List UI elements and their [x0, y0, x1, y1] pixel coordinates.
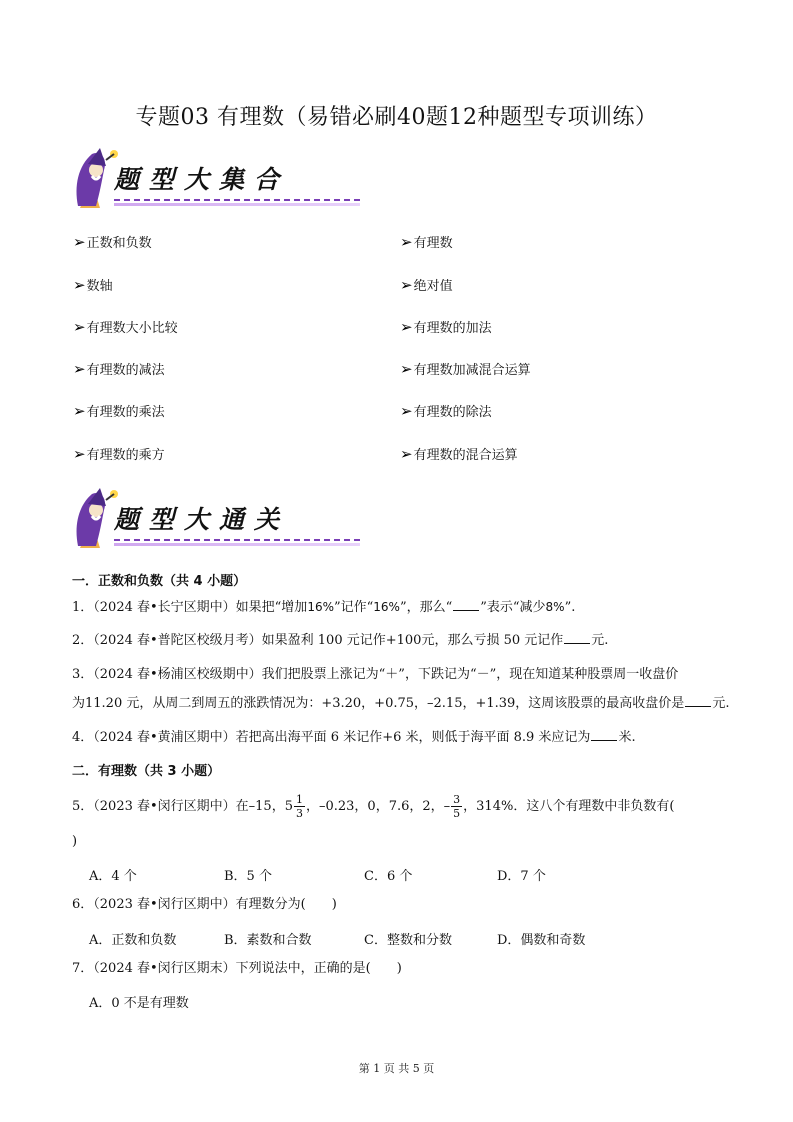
option-c[interactable]: C．整数和分数 [364, 933, 452, 948]
arrow-icon: ➢ [400, 318, 413, 336]
option-b[interactable]: B．素数和合数 [224, 933, 312, 948]
page-footer: 第 1 页 共 5 页 [358, 1062, 435, 1075]
banner-underline [114, 543, 360, 546]
option-b[interactable]: B．5 个 [224, 869, 272, 884]
banner-title: 题型大通关 [114, 505, 290, 534]
banner-title: 题型大集合 [114, 165, 290, 194]
answer-blank[interactable] [453, 598, 479, 611]
question-1: 1．（2024 春•长宁区期中）如果把“增加16%”记作“16%”，那么“ ”表示“减少8%”. [72, 600, 576, 615]
section-heading: 二．有理数（共 3 小题） [72, 764, 221, 779]
arrow-icon: ➢ [400, 233, 413, 251]
arrow-icon: ➢ [400, 360, 413, 378]
section-banner-types-practice [70, 486, 300, 556]
section-heading: 一．正数和负数（共 4 小题） [72, 574, 247, 589]
topic-item: ➢有理数的加法 [400, 318, 492, 336]
arrow-icon: ➢ [400, 276, 413, 294]
topic-item: ➢有理数的减法 [73, 360, 165, 378]
topic-item: ➢有理数大小比较 [73, 318, 178, 336]
option-d[interactable]: D．偶数和奇数 [497, 933, 586, 948]
topic-item: ➢有理数的乘法 [73, 402, 165, 420]
arrow-icon: ➢ [73, 402, 86, 420]
topic-item: ➢数轴 [73, 276, 113, 294]
topic-item: ➢有理数的混合运算 [400, 445, 518, 463]
banner-divider [114, 199, 360, 201]
question-2: 2．（2024 春•普陀区校级月考）如果盈利 100 元记作+100元，那么亏损 50 元记作 元. [72, 633, 609, 648]
question-5-close: ) [72, 834, 78, 849]
question-7: 7．（2024 春•闵行区期末）下列说法中，正确的是( ) [72, 961, 402, 976]
option-a[interactable]: A．0 不是有理数 [89, 996, 189, 1011]
answer-blank[interactable] [564, 631, 590, 644]
arrow-icon: ➢ [73, 233, 86, 251]
question-3-cont: 为11.20 元，从周二到周五的涨跌情况为：+3.20，+0.75，–2.15，+1.39，这周该股票的最高收盘价是 元. [72, 696, 730, 711]
question-5: 5．（2023 春•闵行区期中）在–15，5 $\frac{1}{3}$ ，–0.23，0，7.6，2，– $\frac{3}{5}$ ，314%．这八个有理数中非负数有( [72, 793, 675, 820]
question-4: 4．（2024 春•黄浦区期中）若把高出海平面 6 米记作+6 米，则低于海平面 8.9 米应记为 米. [72, 730, 636, 745]
page-title: 专题03 有理数（易错必刷40题12种题型专项训练） [135, 105, 658, 130]
arrow-icon: ➢ [400, 402, 413, 420]
option-a[interactable]: A．4 个 [89, 869, 137, 884]
topic-item: ➢绝对值 [400, 276, 453, 294]
mixed-fraction: $\frac{1}{3}$ [295, 793, 303, 820]
option-d[interactable]: D．7 个 [497, 869, 546, 884]
arrow-icon: ➢ [73, 360, 86, 378]
arrow-icon: ➢ [73, 276, 86, 294]
banner-underline [114, 203, 360, 206]
section-banner-types-collection [70, 146, 300, 216]
arrow-icon: ➢ [400, 445, 413, 463]
option-a[interactable]: A．正数和负数 [89, 933, 177, 948]
topic-item: ➢有理数的乘方 [73, 445, 165, 463]
banner-divider [114, 539, 360, 541]
topic-item: ➢有理数 [400, 233, 453, 251]
topic-item: ➢有理数的除法 [400, 402, 492, 420]
arrow-icon: ➢ [73, 445, 86, 463]
option-c[interactable]: C．6 个 [364, 869, 413, 884]
topic-item: ➢正数和负数 [73, 233, 152, 251]
answer-blank[interactable] [685, 694, 711, 707]
answer-blank[interactable] [591, 728, 617, 741]
fraction: $\frac{3}{5}$ [453, 793, 461, 820]
question-6: 6．（2023 春•闵行区期中）有理数分为( ) [72, 897, 337, 912]
question-3: 3．（2024 春•杨浦区校级期中）我们把股票上涨记为“＋”，下跌记为“－”，现在知道某种股票周一收盘价 [72, 667, 679, 682]
topic-item: ➢有理数加减混合运算 [400, 360, 531, 378]
arrow-icon: ➢ [73, 318, 86, 336]
